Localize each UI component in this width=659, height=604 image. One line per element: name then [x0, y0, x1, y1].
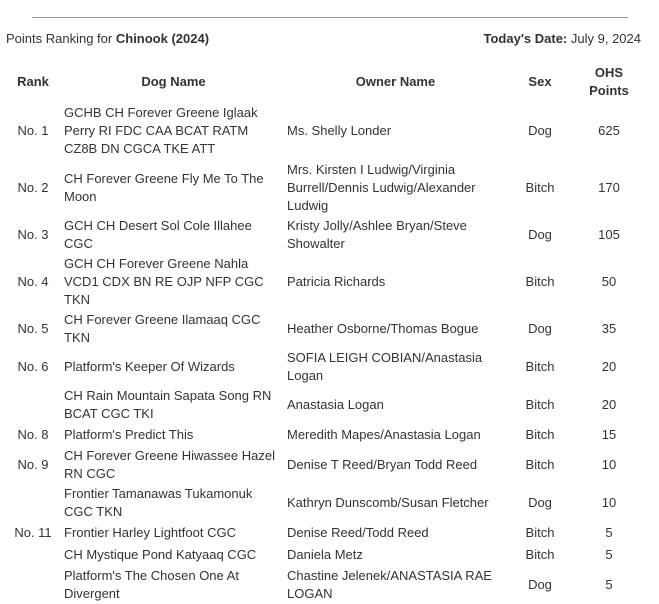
rank-cell [4, 544, 62, 566]
owner-name-cell: Ms. Shelly Londer [287, 123, 392, 138]
sex-cell: Bitch [525, 457, 555, 472]
table-row [4, 446, 644, 484]
table-header-row [4, 62, 644, 102]
owner-name-cell: Heather Osborne/Thomas Bogue [287, 321, 479, 336]
points-cell: 10 [601, 457, 617, 472]
points-cell: 10 [601, 495, 617, 510]
points-ranking-table [4, 62, 644, 604]
table-row [4, 216, 644, 254]
rank-cell [4, 386, 62, 424]
points-cell: 35 [601, 321, 617, 336]
sex-cell: Bitch [525, 525, 555, 540]
owner-name-cell: Anastasia Logan [287, 397, 384, 412]
dog-name-cell: GCHB CH Forever Greene Iglaak Perry RI FDC CAA BCAT RATM CZ8B DN CGCA TKE ATT [64, 105, 258, 156]
dog-name-cell: GCH CH Forever Greene Nahla VCD1 CDX BN RE OJP NFP CGC TKN [64, 256, 264, 307]
rank-cell: No. 8 [17, 427, 49, 442]
table-row [4, 544, 644, 566]
points-cell: 20 [601, 397, 617, 412]
dog-name-cell: Frontier Tamanawas Tukamonuk CGC TKN [64, 486, 253, 519]
dog-name-cell: GCH CH Desert Sol Cole Illahee CGC [64, 218, 252, 251]
sex-cell: Dog [528, 495, 552, 510]
table-row [4, 102, 644, 160]
table-row [4, 160, 644, 216]
owner-name-cell: Chastine Jelenek/ANASTASIA RAE LOGAN [287, 568, 492, 601]
dog-name-cell: CH Mystique Pond Katyaaq CGC [64, 547, 257, 562]
dog-name-cell: Platform's The Chosen One At Divergent [64, 568, 239, 601]
dog-name-cell: CH Forever Greene Fly Me To The Moon [64, 171, 264, 204]
todays-date [484, 31, 642, 46]
owner-name-cell: Patricia Richards [287, 274, 386, 289]
table-row [4, 566, 644, 604]
dog-name-cell: Platform's Predict This [64, 427, 194, 442]
owner-name-cell: SOFIA LEIGH COBIAN/Anastasia Logan [287, 350, 483, 383]
ranking-title [6, 31, 209, 46]
table-row [4, 386, 644, 424]
sex-cell: Bitch [525, 274, 555, 289]
rank-cell: No. 4 [17, 274, 49, 289]
rank-cell: No. 6 [17, 359, 49, 374]
table-row [4, 254, 644, 310]
column-header-rank[interactable]: Rank [17, 74, 49, 89]
date-value: July 9, 2024 [570, 30, 641, 46]
points-cell: 5 [605, 547, 613, 562]
dog-name-cell: CH Forever Greene Ilamaaq CGC TKN [64, 312, 261, 345]
dog-name-cell: Platform's Keeper Of Wizards [64, 359, 235, 374]
rank-cell: No. 3 [17, 227, 49, 242]
table-row [4, 484, 644, 522]
points-cell: 20 [601, 359, 617, 374]
points-cell: 5 [605, 577, 613, 592]
table-row [4, 424, 644, 446]
points-cell: 15 [601, 427, 617, 442]
dog-name-cell: CH Rain Mountain Sapata Song RN BCAT CGC TKI [64, 388, 272, 421]
table-row [4, 310, 644, 348]
sex-cell: Dog [528, 577, 552, 592]
sex-cell: Bitch [525, 180, 555, 195]
points-cell: 170 [598, 180, 620, 195]
column-header-owner-name[interactable]: Owner Name [355, 74, 436, 89]
column-header-ohs-points[interactable]: OHS Points [589, 65, 629, 98]
points-cell: 105 [598, 227, 620, 242]
owner-name-cell: Meredith Mapes/Anastasia Logan [287, 427, 481, 442]
breed-year: Chinook (2024) [115, 30, 210, 46]
sex-cell: Dog [528, 227, 552, 242]
sex-cell: Dog [528, 321, 552, 336]
rank-cell: No. 5 [17, 321, 49, 336]
owner-name-cell: Daniela Metz [287, 547, 363, 562]
rank-cell: No. 9 [17, 457, 49, 472]
owner-name-cell: Denise T Reed/Bryan Todd Reed [287, 457, 478, 472]
sex-cell: Bitch [525, 427, 555, 442]
owner-name-cell: Kathryn Dunscomb/Susan Fletcher [287, 495, 489, 510]
ranking-title-prefix: Points Ranking for [6, 30, 113, 46]
rank-cell: No. 11 [14, 525, 52, 540]
top-divider [32, 17, 628, 18]
owner-name-cell: Mrs. Kirsten I Ludwig/Virginia Burrell/Dennis Ludwig/Alexander Ludwig [287, 162, 476, 213]
points-cell: 625 [598, 123, 620, 138]
ranking-header [6, 29, 641, 47]
rank-cell: No. 2 [17, 180, 49, 195]
sex-cell: Bitch [525, 547, 555, 562]
dog-name-cell: Frontier Harley Lightfoot CGC [64, 525, 236, 540]
sex-cell: Bitch [525, 359, 555, 374]
date-label: Today's Date: [483, 30, 568, 46]
column-header-sex[interactable]: Sex [528, 74, 552, 89]
sex-cell: Dog [528, 123, 552, 138]
owner-name-cell: Kristy Jolly/Ashlee Bryan/Steve Showalter [287, 218, 467, 251]
table-row [4, 348, 644, 386]
table-row [4, 522, 644, 544]
points-cell: 5 [605, 525, 613, 540]
points-cell: 50 [601, 274, 617, 289]
rank-cell [4, 484, 62, 522]
dog-name-cell: CH Forever Greene Hiwassee Hazel RN CGC [64, 448, 275, 481]
rank-cell [4, 566, 62, 604]
sex-cell: Bitch [525, 397, 555, 412]
column-header-dog-name[interactable]: Dog Name [141, 74, 206, 89]
owner-name-cell: Denise Reed/Todd Reed [287, 525, 429, 540]
rank-cell: No. 1 [17, 123, 49, 138]
